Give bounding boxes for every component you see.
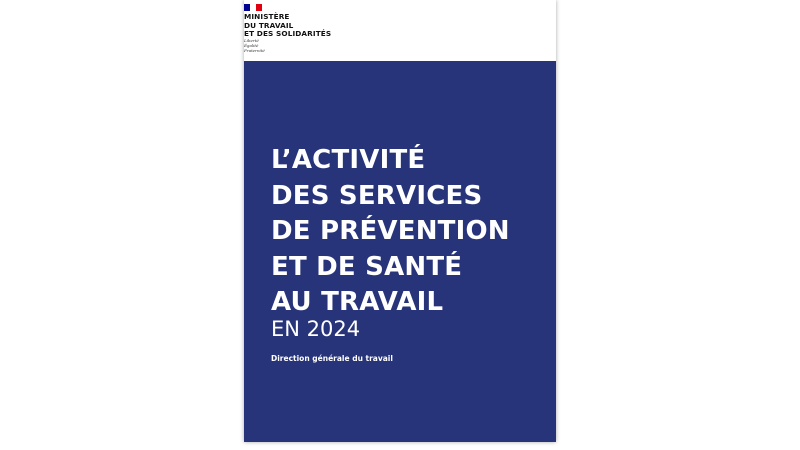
ministry-line-1: MINISTÈRE (244, 12, 290, 21)
title-line-5: AU TRAVAIL (271, 287, 444, 317)
motto-line-1: Liberté (244, 38, 259, 43)
motto-line-2: Égalité (244, 43, 259, 48)
republic-motto (244, 38, 265, 53)
flag-red-stripe (256, 4, 262, 11)
ministry-name (244, 13, 331, 39)
french-flag-icon (244, 4, 262, 11)
motto-line-3: Fraternité (244, 48, 265, 53)
title-line-4: ET DE SANTÉ (271, 251, 463, 282)
report-title (271, 143, 510, 321)
title-line-3: DE PRÉVENTION (271, 216, 510, 246)
ministry-line-2: DU TRAVAIL (244, 20, 294, 30)
publisher-name: Direction générale du travail (271, 354, 393, 363)
report-cover-page (244, 0, 556, 442)
title-line-1: L’ACTIVITÉ (271, 145, 426, 175)
ministry-header (244, 0, 556, 61)
cover-panel (244, 61, 556, 442)
report-year: EN 2024 (271, 317, 361, 341)
title-line-2: DES SERVICES (271, 180, 483, 211)
ministry-line-3: ET DES SOLIDARITÉS (244, 29, 332, 39)
